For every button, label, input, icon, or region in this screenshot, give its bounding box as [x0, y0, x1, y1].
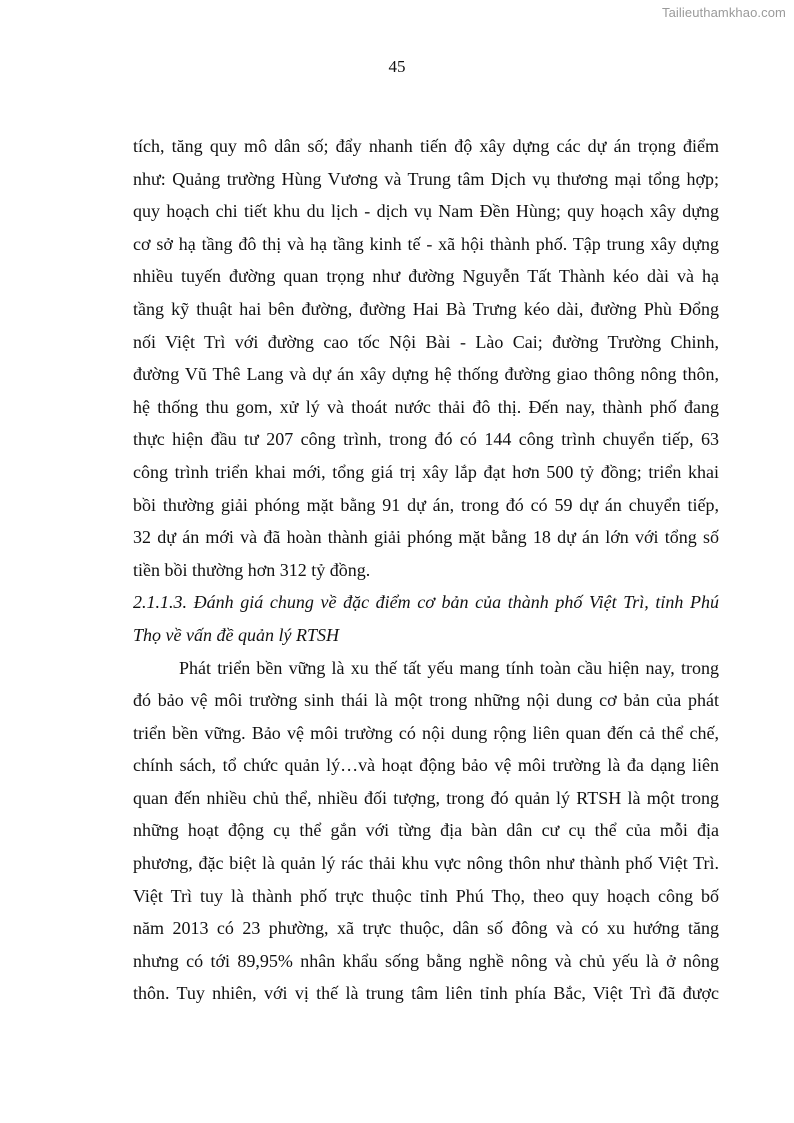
- heading-line: 2.1.1.3. Đánh giá chung về đặc điểm cơ bản của thành phố Việt Trì, tỉnh Phú: [133, 592, 719, 613]
- text-line: quy hoạch chi tiết khu du lịch - dịch vụ Nam Đền Hùng; quy hoạch xây dựng: [133, 201, 719, 222]
- text-line: Việt Trì tuy là thành phố trực thuộc tỉnh Phú Thọ, theo quy hoạch công bố: [133, 885, 719, 906]
- text-line: cơ sở hạ tầng đô thị và hạ tầng kinh tế - xã hội thành phố. Tập trung xây dựng: [133, 233, 719, 254]
- text-line: thực hiện đầu tư 207 công trình, trong đó có 144 công trình chuyển tiếp, 63: [133, 429, 719, 450]
- text-line: những hoạt động cụ thể gắn với từng địa bàn dân cư cụ thể của mỗi địa: [133, 820, 719, 841]
- text-line: đường Vũ Thê Lang và dự án xây dựng hệ thống đường giao thông nông thôn,: [133, 364, 719, 385]
- page-number: 45: [388, 57, 406, 76]
- text-line: 32 dự án mới và đã hoàn thành giải phóng mặt bằng 18 dự án lớn với tổng số: [133, 527, 719, 548]
- text-line: đó bảo vệ môi trường sinh thái là một trong những nội dung cơ bản của phát: [133, 690, 719, 711]
- text-line: hệ thống thu gom, xử lý và thoát nước thải đô thị. Đến nay, thành phố đang: [133, 396, 719, 417]
- text-line: tiền bồi thường hơn 312 tỷ đồng.: [133, 559, 371, 580]
- text-line: nhiều tuyến đường quan trọng như đường Nguyễn Tất Thành kéo dài và hạ: [133, 266, 719, 287]
- watermark: Tailieuthamkhao.com: [661, 5, 786, 20]
- text-line: như: Quảng trường Hùng Vương và Trung tâm Dịch vụ thương mại tổng hợp;: [133, 168, 719, 189]
- text-line: năm 2013 có 23 phường, xã trực thuộc, dân số đông và có xu hướng tăng: [133, 918, 719, 939]
- text-line: bồi thường giải phóng mặt bằng 91 dự án, trong đó có 59 dự án chuyển tiếp,: [133, 494, 719, 515]
- heading-line: Thọ về vấn đề quản lý RTSH: [133, 624, 339, 645]
- text-line: tích, tăng quy mô dân số; đẩy nhanh tiến độ xây dựng các dự án trọng điểm: [133, 136, 719, 156]
- paragraph-2: [133, 652, 719, 1011]
- text-line: công trình triển khai mới, tổng giá trị xây lắp đạt hơn 500 tỷ đồng; triển khai: [133, 461, 719, 482]
- text-line: tầng kỹ thuật hai bên đường, đường Hai Bà Trưng kéo dài, đường Phù Đổng: [133, 298, 719, 319]
- text-line: triển bền vững. Bảo vệ môi trường có nội dung rộng liên quan đến cả thể chế,: [133, 722, 719, 743]
- text-line: thôn. Tuy nhiên, với vị thế là trung tâm liên tỉnh phía Bắc, Việt Trì đã được: [133, 983, 719, 1004]
- text-line: nhưng có tới 89,95% nhân khẩu sống bằng nghề nông và chủ yếu là ở nông: [133, 950, 719, 971]
- document-body: [133, 130, 719, 1010]
- text-line: chính sách, tổ chức quản lý…và hoạt động bảo vệ môi trường là đa dạng liên: [133, 755, 719, 776]
- text-line: phương, đặc biệt là quản lý rác thải khu vực nông thôn như thành phố Việt Trì.: [133, 853, 719, 874]
- text-line: Phát triển bền vững là xu thế tất yếu mang tính toàn cầu hiện nay, trong: [179, 657, 719, 678]
- paragraph-1: [133, 130, 719, 586]
- section-heading: [133, 586, 719, 651]
- text-line: quan đến nhiều chủ thể, nhiều đối tượng, trong đó quản lý RTSH là một trong: [133, 787, 719, 808]
- text-line: nối Việt Trì với đường cao tốc Nội Bài - Lào Cai; đường Trường Chinh,: [133, 331, 719, 352]
